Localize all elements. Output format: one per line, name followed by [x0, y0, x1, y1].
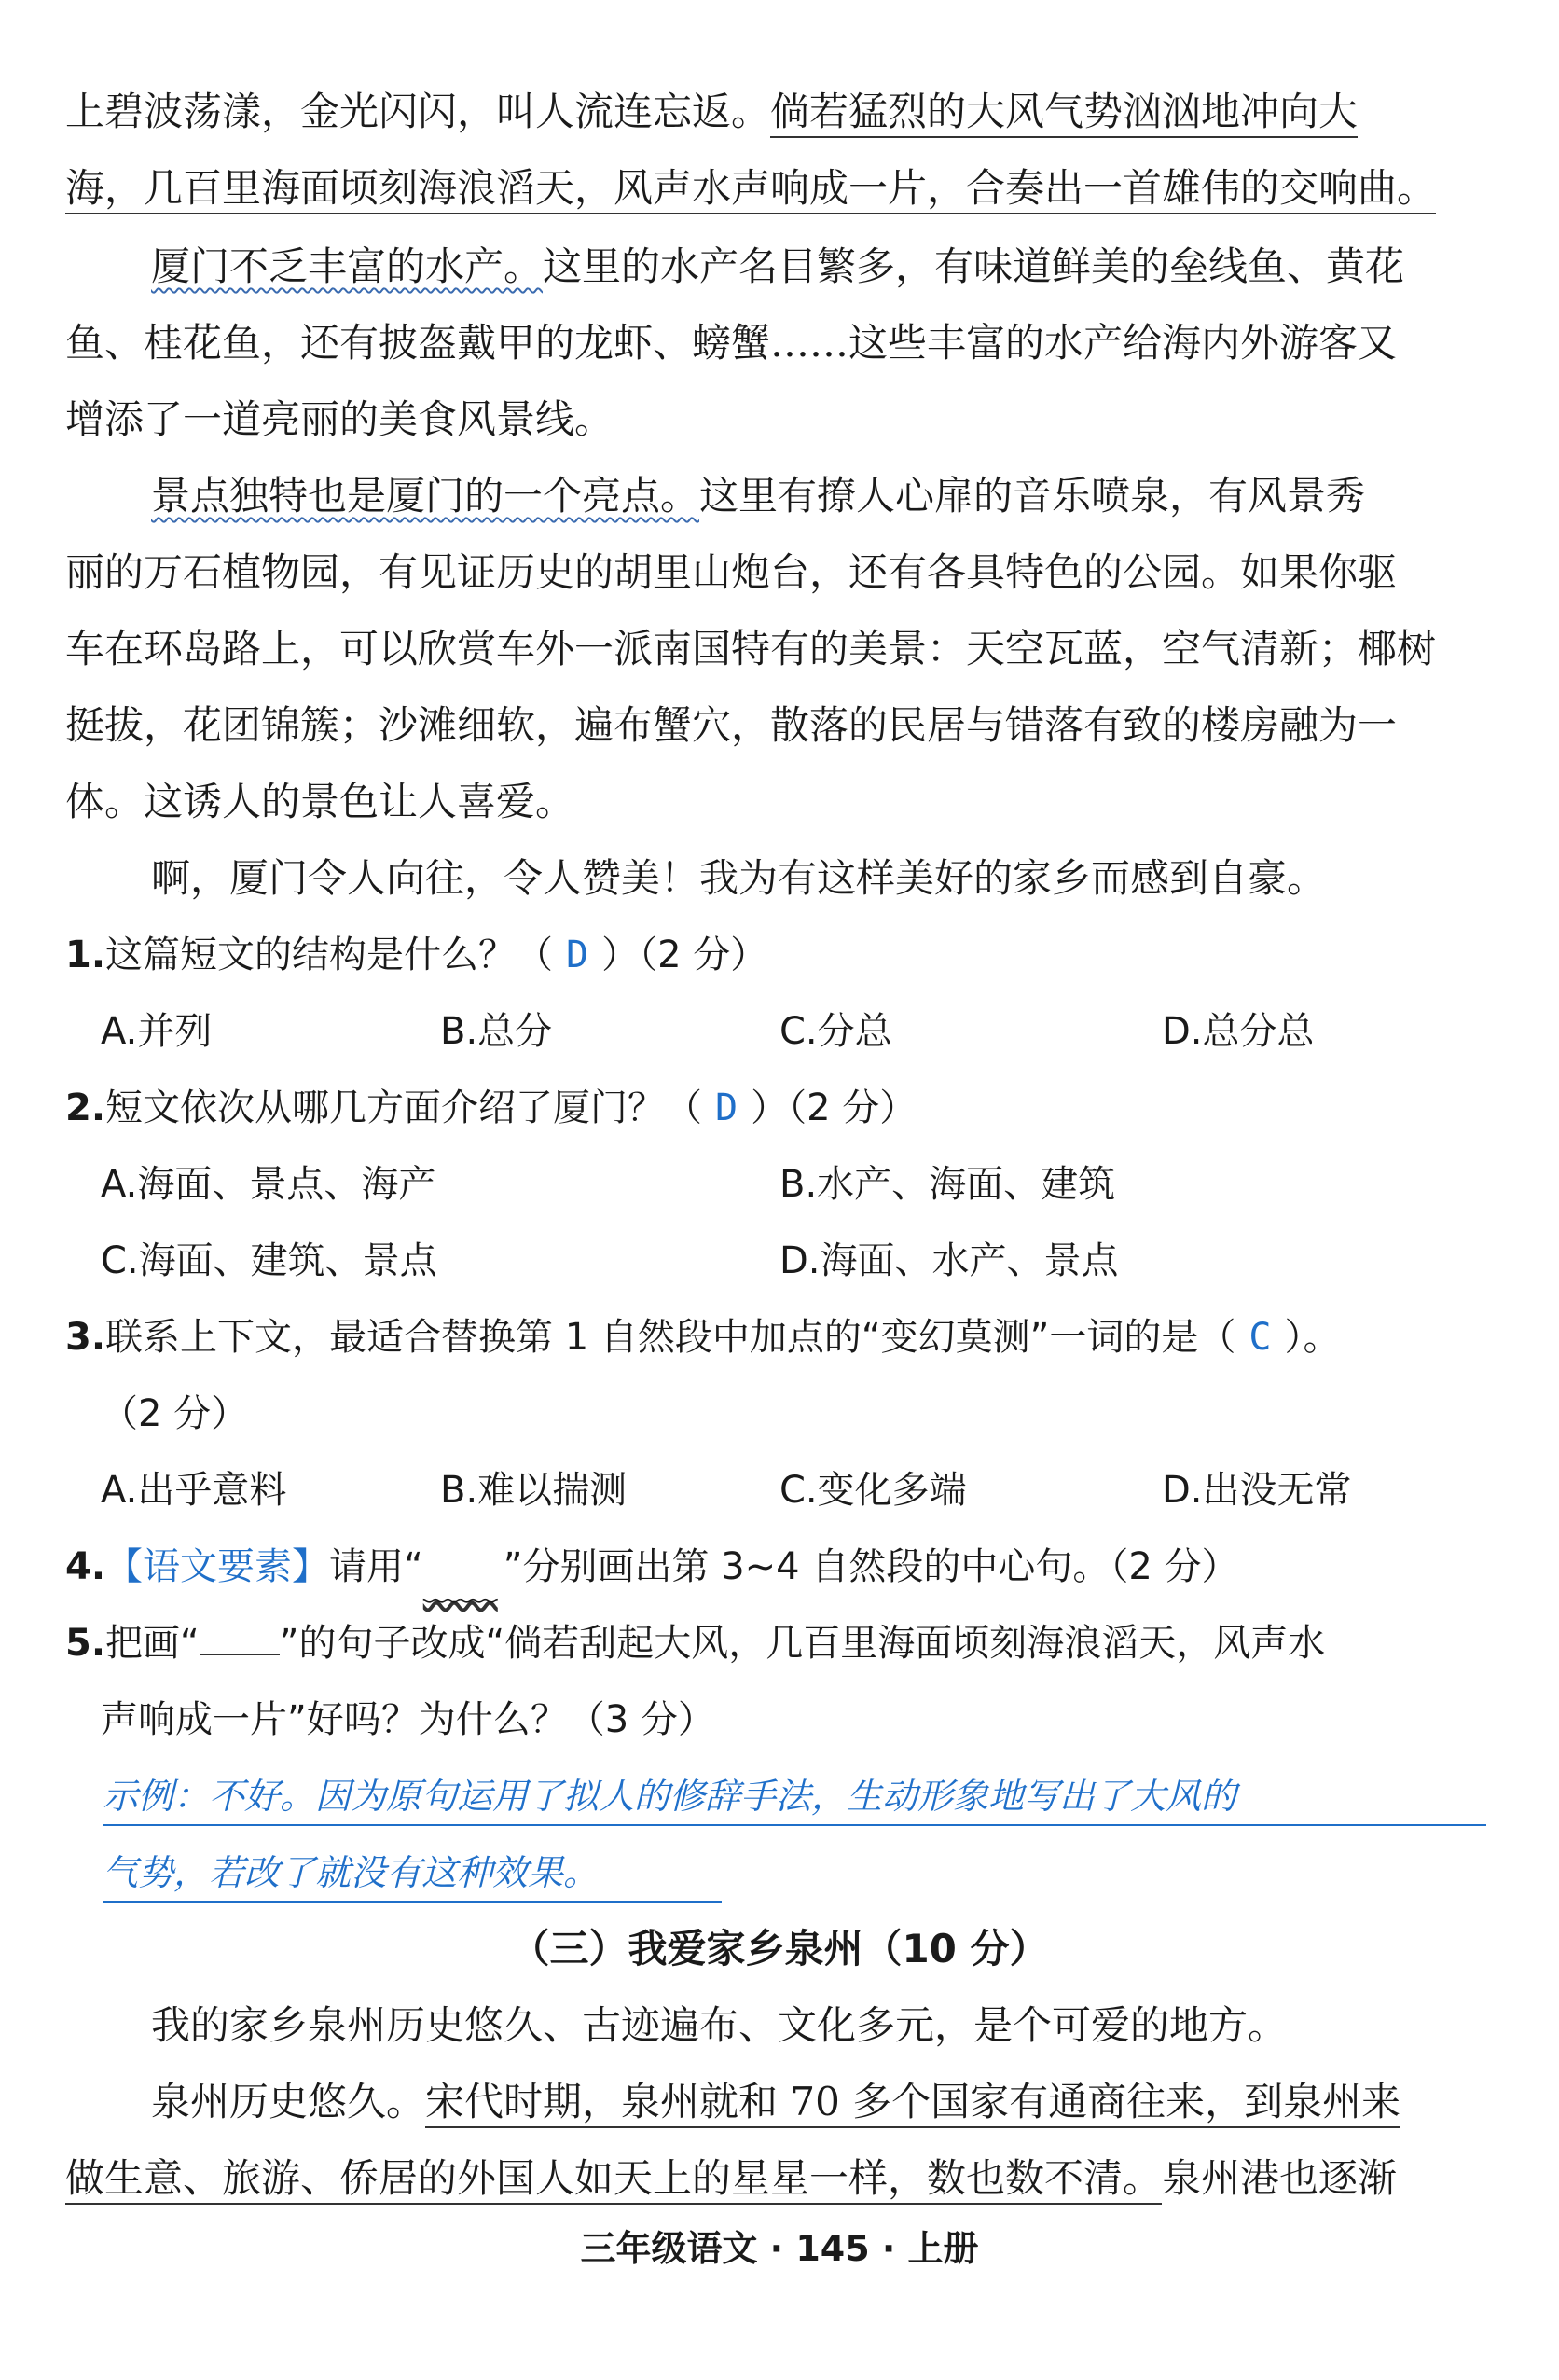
question-2-number: 2.	[65, 1086, 106, 1129]
answer-underline-1	[103, 1824, 1486, 1826]
question-3-option-a: A.出乎意料	[101, 1469, 287, 1512]
para3-line4: 挺拔，花团锦簇；沙滩细软，遍布蟹穴，散落的民居与错落有致的楼房融为一	[65, 702, 1398, 748]
question-4-tag: 【语文要素】	[105, 1545, 330, 1588]
question-5-answer-line1: 示例：不好。因为原句运用了拟人的修辞手法，生动形象地写出了大风的	[103, 1776, 1237, 1817]
para3-line2: 丽的万石植物园，有见证历史的胡里山炮台，还有各具特色的公园。如果你驱	[65, 549, 1398, 595]
question-3-tail: ）。	[1284, 1316, 1341, 1359]
question-3-number: 3.	[65, 1316, 106, 1359]
question-4-text-a: 请用“	[329, 1545, 423, 1588]
question-1-option-d: D.总分总	[1162, 1010, 1315, 1053]
question-2-option-b: B.水产、海面、建筑	[780, 1163, 1116, 1206]
question-3	[65, 1309, 1340, 1365]
question-1-number: 1.	[65, 934, 106, 976]
para3-line1	[151, 468, 1365, 524]
section-3-para2-rest: 泉州港也逐渐	[1162, 2155, 1398, 2201]
para3-line1-rest: 这里有撩人心扉的音乐喷泉，有风景秀	[699, 473, 1366, 519]
question-1-option-c: C.分总	[780, 1010, 892, 1053]
question-2-option-c: C.海面、建筑、景点	[101, 1239, 437, 1282]
para1-line1-plain: 上碧波荡漾，金光闪闪，叫人流连忘返。	[65, 89, 771, 134]
para2-line2: 鱼、桂花鱼，还有披盔戴甲的龙虾、螃蟹……这些丰富的水产给海内外游客又	[65, 320, 1398, 366]
question-1-answer: D	[566, 934, 589, 976]
question-5-line2: 声响成一片”好吗？为什么？（3 分）	[101, 1698, 715, 1741]
section-3-para2-line1	[151, 2074, 1400, 2130]
question-3-score: （2 分）	[101, 1392, 249, 1435]
para3-line3: 车在环岛路上，可以欣赏车外一派南国特有的美景：天空瓦蓝，空气清新；椰树	[65, 626, 1437, 671]
question-3-text: 联系上下文，最适合替换第 1 自然段中加点的“变幻莫测”一词的是（	[105, 1316, 1236, 1359]
question-1-score: ）（2 分）	[601, 934, 768, 976]
section-3-para2-line2	[65, 2151, 1397, 2207]
para2-line1-rest: 这里的水产名目繁多，有味道鲜美的垒线鱼、黄花	[543, 243, 1405, 289]
question-1	[65, 927, 767, 983]
question-5-text-a: 把画“	[105, 1622, 200, 1665]
question-4	[65, 1539, 1239, 1609]
question-5-answer-line2: 气势，若改了就没有这种效果。	[103, 1852, 600, 1893]
para4-line: 啊，厦门令人向往，令人赞美！我为有这样美好的家乡而感到自豪。	[151, 855, 1327, 901]
para2-central-sentence: 厦门不乏丰富的水产。	[151, 243, 544, 289]
para1-line1	[65, 84, 1358, 140]
question-2-option-a: A.海面、景点、海产	[101, 1163, 436, 1206]
page-footer: 三年级语文 · 145 · 上册	[580, 2228, 979, 2269]
question-2-score: ）（2 分）	[751, 1086, 917, 1129]
para3-central-sentence: 景点独特也是厦门的一个亮点。	[151, 473, 700, 519]
question-3-option-b: B.难以揣测	[440, 1469, 628, 1512]
para1-underlined-sentence-end: 海，几百里海面顷刻海浪滔天，风声水声响成一片，合奏出一首雄伟的交响曲。	[65, 165, 1436, 214]
section-3-para2-underlined-start: 宋代时期，泉州就和 70 多个国家有通商往来，到泉州来	[425, 2079, 1400, 2128]
question-2-text: 短文依次从哪几方面介绍了厦门？（	[105, 1086, 703, 1129]
para2-line1	[151, 239, 1404, 295]
para1-underlined-sentence-start: 倘若猛烈的大风气势汹汹地冲向大	[770, 89, 1358, 138]
question-4-number: 4.	[65, 1545, 106, 1588]
question-2	[65, 1080, 917, 1136]
para2-line3: 增添了一道亮丽的美食风景线。	[65, 396, 614, 442]
section-3-title: （三）我爱家乡泉州（10 分）	[510, 1926, 1049, 1972]
question-3-answer: C	[1249, 1316, 1272, 1359]
question-5-text-b: ”的句子改成“倘若刮起大风，几百里海面顷刻海浪滔天，风声水	[279, 1622, 1326, 1665]
question-1-text: 这篇短文的结构是什么？（	[105, 934, 554, 976]
answer-underline-2	[103, 1901, 722, 1903]
question-2-answer: D	[715, 1086, 738, 1129]
question-4-text-b: ”分别画出第 3~4 自然段的中心句。（2 分）	[503, 1545, 1239, 1588]
question-5-number: 5.	[65, 1622, 106, 1665]
section-3-para1: 我的家乡泉州历史悠久、古迹遍布、文化多元，是个可爱的地方。	[151, 2002, 1288, 2048]
question-5	[65, 1615, 1325, 1671]
question-3-option-c: C.变化多端	[780, 1469, 967, 1512]
para3-line5: 体。这诱人的景色让人喜爱。	[65, 779, 575, 824]
question-1-option-b: B.总分	[440, 1010, 553, 1053]
section-3-para2-plain: 泉州历史悠久。	[151, 2079, 426, 2124]
wavy-line-blank: ﹏﹏	[422, 1566, 498, 1609]
section-3-para2-underlined-end: 做生意、旅游、侨居的外国人如天上的星星一样，数也数不清。	[65, 2155, 1162, 2205]
question-1-option-a: A.并列	[101, 1010, 213, 1053]
para1-line2	[65, 160, 1436, 216]
question-3-option-d: D.出没无常	[1162, 1469, 1352, 1512]
question-2-option-d: D.海面、水产、景点	[780, 1239, 1119, 1282]
straight-line-blank	[200, 1635, 280, 1655]
